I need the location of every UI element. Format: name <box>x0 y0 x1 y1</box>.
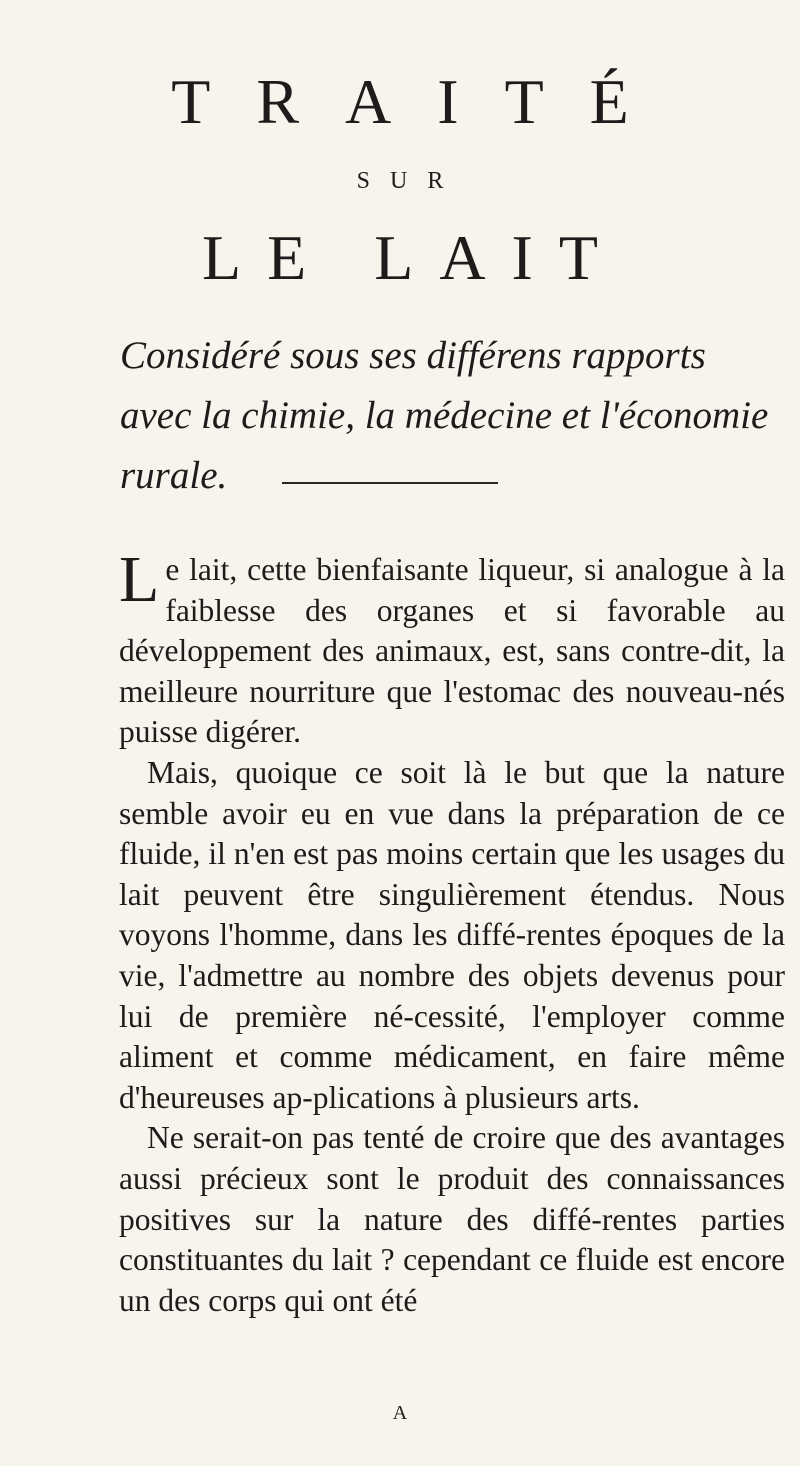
paragraph-1 <box>119 543 785 753</box>
paragraph-2: Mais, quoique ce soit là le but que la nature semble avoir eu en vue dans la préparation de ce fluide, il n'en est pas moins certain que les usages du lait peuvent être singulièrement étendus. Nous voyons l'homme, dans les diffé-rentes époques de la vie, l'admettre au nombre des objets devenus pour lui de première né-cessité, l'employer comme aliment et comme médicament, en faire même d'heureuses ap-plications à plusieurs arts. <box>119 754 785 1115</box>
page-title: TRAITÉ <box>171 66 675 137</box>
paragraph-1-text: e lait, cette bienfaisante liqueur, si analogue à la faiblesse des organes et si favorable au développement des animaux, est, sans contre-dit, la meilleure nourriture que l'estomac des nouveau-nés puisse digérer. <box>119 552 785 750</box>
signature-mark: A <box>392 1402 408 1424</box>
title-subject: LE LAIT <box>202 222 624 293</box>
paragraph-3: Ne serait-on pas tenté de croire que des avantages aussi précieux sont le produit des connaissances positives sur la nature des diffé-rentes parties constituantes du lait ? cependant ce fluide est encore un des corps qui ont été <box>119 1120 785 1318</box>
body-text <box>119 543 785 1321</box>
drop-cap: L <box>119 543 160 616</box>
subtitle: Considéré sous ses différens rapports avec la chimie, la médecine et l'économie rurale. <box>120 334 769 497</box>
title-preposition: SUR <box>356 168 464 194</box>
divider-rule <box>282 482 498 484</box>
